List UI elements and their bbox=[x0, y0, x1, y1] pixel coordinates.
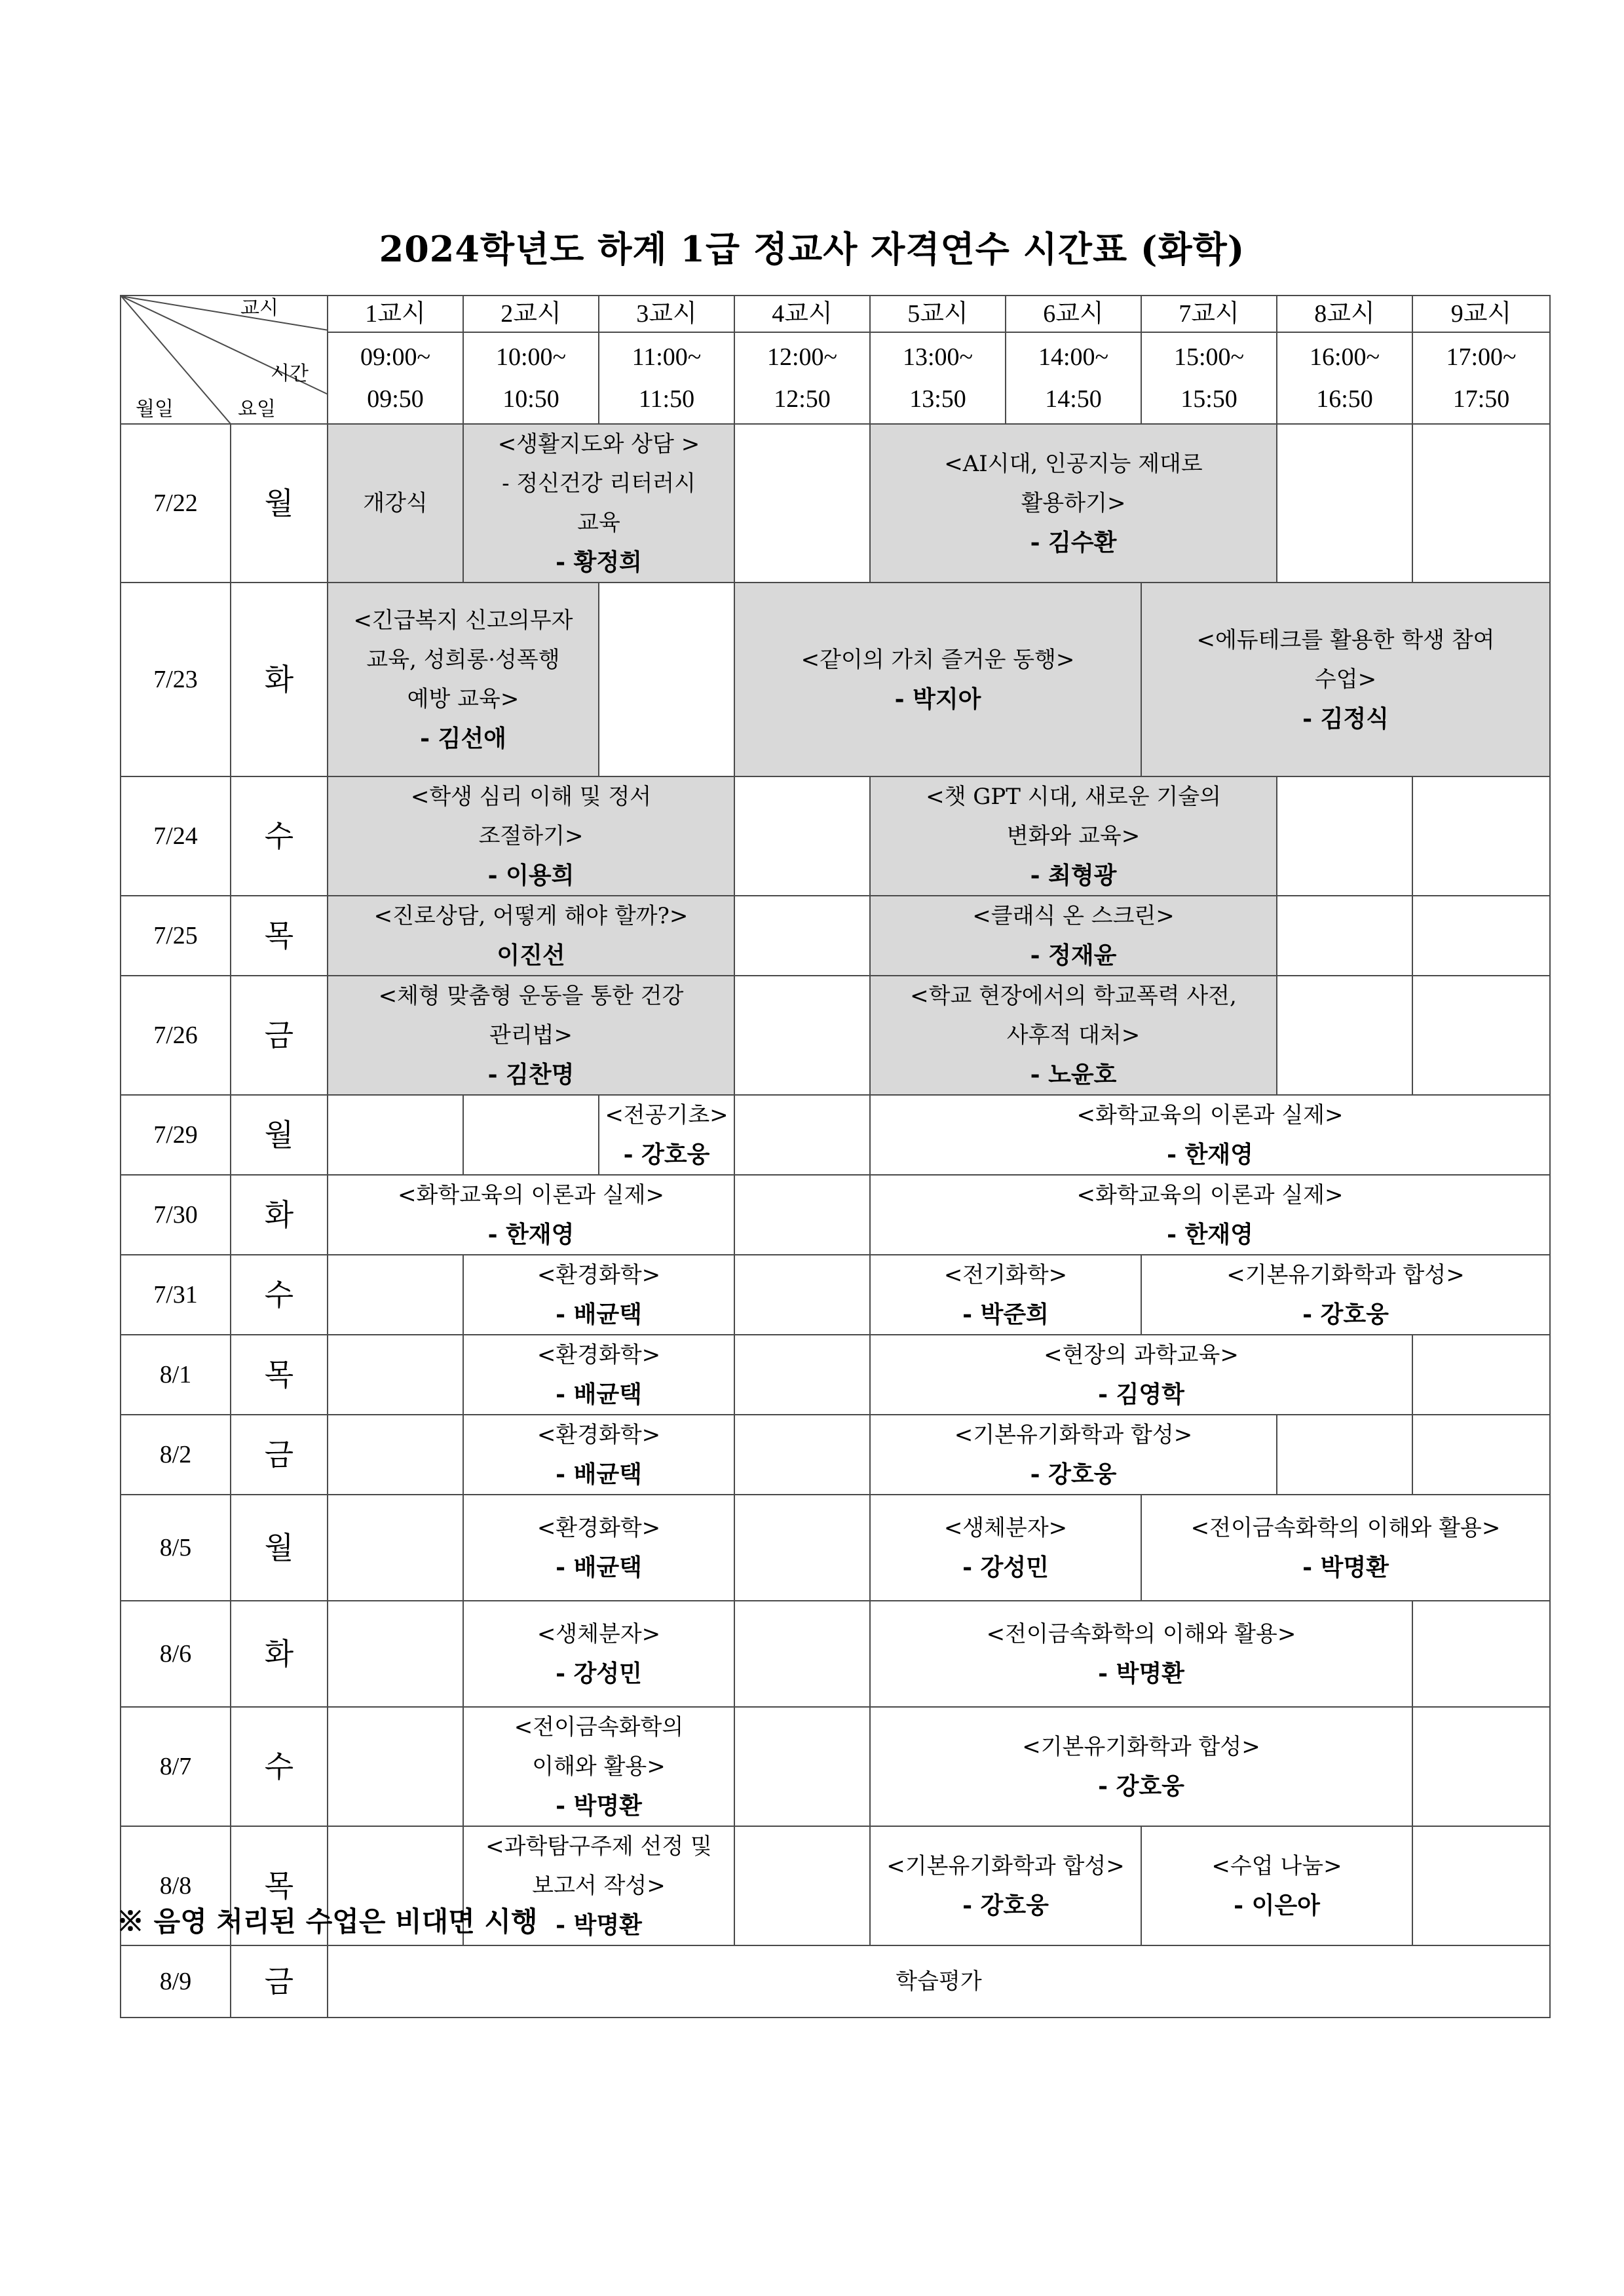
empty-slot bbox=[734, 1826, 870, 1945]
timetable-row bbox=[121, 1095, 1550, 1175]
session-instructor: - 김영학 bbox=[1098, 1381, 1184, 1408]
session-title-line: <긴급복지 신고의무자 bbox=[353, 607, 573, 634]
session-title-line: <학생 심리 이해 및 정서 bbox=[410, 784, 652, 810]
session-instructor: - 박명환 bbox=[1098, 1660, 1184, 1687]
empty-slot bbox=[1412, 976, 1550, 1095]
timetable-row bbox=[121, 1945, 1550, 2018]
weekday-cell: 화 bbox=[231, 1601, 328, 1707]
session-instructor: - 노윤호 bbox=[1030, 1061, 1117, 1088]
time-end: 16:50 bbox=[1316, 385, 1373, 413]
date-cell: 8/7 bbox=[121, 1707, 231, 1826]
weekday-cell: 목 bbox=[231, 1826, 328, 1945]
date-cell: 7/26 bbox=[121, 976, 231, 1095]
session-instructor: - 김정식 bbox=[1302, 705, 1389, 733]
header-corner bbox=[121, 296, 328, 424]
corner-label-period: 교시 bbox=[240, 297, 278, 320]
session-instructor: - 박지아 bbox=[894, 685, 981, 713]
empty-slot bbox=[1277, 976, 1412, 1095]
session-title-line: <화학교육의 이론과 실제> bbox=[1076, 1182, 1344, 1208]
empty-slot bbox=[734, 1495, 870, 1601]
class-session bbox=[870, 776, 1277, 896]
timetable-row bbox=[121, 1601, 1550, 1707]
class-session bbox=[870, 1255, 1141, 1335]
date-cell: 8/9 bbox=[121, 1945, 231, 2018]
empty-slot bbox=[734, 1175, 870, 1255]
session-instructor: - 김수환 bbox=[1030, 529, 1117, 556]
session-instructor: - 강호웅 bbox=[962, 1892, 1049, 1919]
weekday-cell: 월 bbox=[231, 1095, 328, 1175]
class-session bbox=[734, 583, 1141, 776]
empty-slot bbox=[1412, 424, 1550, 583]
session-title-line: 변화와 교육> bbox=[1006, 823, 1141, 849]
empty-slot bbox=[599, 583, 734, 776]
session-instructor: - 강성민 bbox=[962, 1554, 1049, 1581]
class-session bbox=[870, 1175, 1550, 1255]
period-header-7: 7교시 bbox=[1141, 296, 1277, 332]
class-session bbox=[870, 424, 1277, 583]
session-instructor: - 한재영 bbox=[487, 1221, 575, 1248]
session-instructor: - 박명환 bbox=[556, 1792, 642, 1820]
time-start: 10:00~ bbox=[495, 343, 567, 371]
period-header-6: 6교시 bbox=[1006, 296, 1141, 332]
period-time-8 bbox=[1277, 332, 1412, 424]
period-header-3: 3교시 bbox=[599, 296, 734, 332]
session-instructor: - 배균택 bbox=[556, 1381, 642, 1408]
empty-slot bbox=[328, 1335, 463, 1415]
session-title-line: <화학교육의 이론과 실제> bbox=[397, 1182, 665, 1208]
time-end: 12:50 bbox=[774, 385, 831, 413]
date-cell: 8/8 bbox=[121, 1826, 231, 1945]
corner-label-date: 월일 bbox=[136, 398, 174, 421]
timetable bbox=[120, 295, 1551, 2018]
session-title-line: 활용하기> bbox=[1021, 490, 1126, 516]
class-session bbox=[463, 424, 734, 583]
header-period-row bbox=[121, 296, 1550, 332]
session-title-line: <전공기초> bbox=[605, 1102, 728, 1128]
footnote: ※ 음영 처리된 수업은 비대면 시행 bbox=[117, 1905, 538, 1938]
class-session bbox=[328, 424, 463, 583]
weekday-cell: 월 bbox=[231, 424, 328, 583]
class-session bbox=[328, 1175, 734, 1255]
time-start: 15:00~ bbox=[1173, 343, 1245, 371]
period-header-9: 9교시 bbox=[1412, 296, 1550, 332]
weekday-cell: 금 bbox=[231, 976, 328, 1095]
session-title-line: <생체분자> bbox=[943, 1515, 1068, 1541]
session-title-line: <생활지도와 상담 > bbox=[497, 431, 700, 457]
time-start: 09:00~ bbox=[360, 343, 431, 371]
session-title-line: <클래식 온 스크린> bbox=[972, 903, 1175, 929]
empty-slot bbox=[734, 1707, 870, 1826]
time-end: 10:50 bbox=[502, 385, 559, 413]
session-title-line: <환경화학> bbox=[537, 1422, 661, 1448]
class-session bbox=[870, 1095, 1550, 1175]
empty-slot bbox=[1412, 776, 1550, 896]
session-title-line: <기본유기화학과 합성> bbox=[1226, 1262, 1465, 1288]
time-end: 14:50 bbox=[1045, 385, 1102, 413]
period-time-3 bbox=[599, 332, 734, 424]
time-end: 11:50 bbox=[638, 385, 695, 413]
period-time-7 bbox=[1141, 332, 1277, 424]
class-session bbox=[1141, 1255, 1550, 1335]
timetable-row bbox=[121, 424, 1550, 583]
class-session bbox=[870, 1707, 1412, 1826]
weekday-cell: 금 bbox=[231, 1415, 328, 1495]
weekday-cell: 수 bbox=[231, 1707, 328, 1826]
empty-slot bbox=[1412, 896, 1550, 976]
session-instructor: - 이은아 bbox=[1234, 1892, 1320, 1919]
session-title-line: <에듀테크를 활용한 학생 참여 bbox=[1196, 627, 1495, 653]
date-cell: 7/24 bbox=[121, 776, 231, 896]
class-session bbox=[328, 976, 734, 1095]
class-session bbox=[463, 1335, 734, 1415]
class-session bbox=[599, 1095, 734, 1175]
session-title-line: <수업 나눔> bbox=[1211, 1853, 1342, 1879]
session-instructor: 이진선 bbox=[497, 942, 565, 969]
class-session bbox=[1141, 583, 1550, 776]
empty-slot bbox=[1277, 424, 1412, 583]
timetable-row bbox=[121, 976, 1550, 1095]
session-title-line: 이해와 활용> bbox=[532, 1753, 666, 1780]
session-instructor: - 박명환 bbox=[1302, 1554, 1389, 1581]
session-instructor: - 최형광 bbox=[1030, 862, 1117, 889]
class-session bbox=[328, 896, 734, 976]
empty-slot bbox=[734, 1255, 870, 1335]
session-instructor: - 황정희 bbox=[556, 548, 642, 576]
time-start: 13:00~ bbox=[902, 343, 973, 371]
session-title-line: <같이의 가치 즐거운 동행> bbox=[801, 647, 1075, 673]
session-title-line: <현장의 과학교육> bbox=[1044, 1342, 1239, 1368]
corner-label-time: 시간 bbox=[271, 362, 309, 385]
timetable-row bbox=[121, 1495, 1550, 1601]
time-start: 16:00~ bbox=[1309, 343, 1380, 371]
empty-slot bbox=[1412, 1335, 1550, 1415]
class-session bbox=[1141, 1826, 1412, 1945]
session-title-line: 예방 교육> bbox=[407, 686, 519, 712]
class-session bbox=[870, 1335, 1412, 1415]
class-session bbox=[1141, 1495, 1550, 1601]
corner-label-weekday: 요일 bbox=[238, 398, 276, 421]
period-header-5: 5교시 bbox=[870, 296, 1006, 332]
date-cell: 7/22 bbox=[121, 424, 231, 583]
weekday-cell: 목 bbox=[231, 1335, 328, 1415]
empty-slot bbox=[328, 1415, 463, 1495]
empty-slot bbox=[1412, 1707, 1550, 1826]
weekday-cell: 금 bbox=[231, 1945, 328, 2018]
date-cell: 7/23 bbox=[121, 583, 231, 776]
class-session bbox=[870, 896, 1277, 976]
period-time-6 bbox=[1006, 332, 1141, 424]
weekday-cell: 화 bbox=[231, 1175, 328, 1255]
class-session bbox=[870, 1495, 1141, 1601]
session-title-line: <생체분자> bbox=[537, 1621, 661, 1647]
session-instructor: - 강호웅 bbox=[1098, 1772, 1184, 1800]
session-instructor: - 강성민 bbox=[556, 1660, 642, 1687]
session-instructor: - 배균택 bbox=[556, 1554, 642, 1581]
session-instructor: - 정재윤 bbox=[1030, 942, 1117, 969]
session-instructor: - 김선애 bbox=[420, 725, 506, 752]
time-start: 12:00~ bbox=[766, 343, 838, 371]
session-title-line: - 정신건강 리터러시 bbox=[502, 470, 696, 497]
session-instructor: - 강호웅 bbox=[1030, 1461, 1117, 1488]
timetable-row bbox=[121, 1415, 1550, 1495]
period-time-1 bbox=[328, 332, 463, 424]
session-instructor: - 박준희 bbox=[962, 1301, 1049, 1328]
empty-slot bbox=[734, 1335, 870, 1415]
period-header-2: 2교시 bbox=[463, 296, 599, 332]
class-session bbox=[870, 1415, 1277, 1495]
empty-slot bbox=[1412, 1601, 1550, 1707]
session-title-line: <AI시대, 인공지능 제대로 bbox=[944, 451, 1203, 477]
timetable-row bbox=[121, 583, 1550, 776]
empty-slot bbox=[328, 1707, 463, 1826]
empty-slot bbox=[328, 1255, 463, 1335]
empty-slot bbox=[328, 1601, 463, 1707]
empty-slot bbox=[734, 424, 870, 583]
timetable-body bbox=[121, 424, 1550, 2018]
time-end: 09:50 bbox=[367, 385, 424, 413]
period-time-5 bbox=[870, 332, 1006, 424]
session-title-line: 수업> bbox=[1314, 666, 1377, 693]
session-title-line: 사후적 대처> bbox=[1006, 1022, 1141, 1048]
timetable-row bbox=[121, 1707, 1550, 1826]
session-instructor: - 김찬명 bbox=[487, 1061, 575, 1088]
session-title-line: <챗 GPT 시대, 새로운 기술의 bbox=[926, 784, 1221, 810]
session-title-line: 학습평가 bbox=[896, 1968, 982, 1995]
class-session bbox=[870, 1601, 1412, 1707]
session-title-line: <과학탐구주제 선정 및 bbox=[485, 1833, 712, 1860]
session-title-line: <환경화학> bbox=[537, 1342, 661, 1368]
weekday-cell: 화 bbox=[231, 583, 328, 776]
period-header-1: 1교시 bbox=[328, 296, 463, 332]
period-time-9 bbox=[1412, 332, 1550, 424]
class-session bbox=[328, 583, 599, 776]
class-session bbox=[463, 1495, 734, 1601]
date-cell: 8/5 bbox=[121, 1495, 231, 1601]
empty-slot bbox=[734, 896, 870, 976]
time-start: 14:00~ bbox=[1038, 343, 1109, 371]
timetable-row bbox=[121, 776, 1550, 896]
class-session bbox=[463, 1601, 734, 1707]
class-session bbox=[870, 976, 1277, 1095]
empty-slot bbox=[1412, 1826, 1550, 1945]
session-title-line: 보고서 작성> bbox=[532, 1873, 666, 1899]
time-start: 17:00~ bbox=[1446, 343, 1517, 371]
weekday-cell: 월 bbox=[231, 1495, 328, 1601]
session-instructor: - 이용희 bbox=[487, 862, 575, 889]
session-instructor: - 강호웅 bbox=[1302, 1301, 1389, 1328]
empty-slot bbox=[734, 1601, 870, 1707]
empty-slot bbox=[734, 1095, 870, 1175]
date-cell: 8/1 bbox=[121, 1335, 231, 1415]
empty-slot bbox=[1277, 896, 1412, 976]
weekday-cell: 수 bbox=[231, 1255, 328, 1335]
timetable-row bbox=[121, 896, 1550, 976]
time-end: 17:50 bbox=[1452, 385, 1510, 413]
session-title-line: 조절하기> bbox=[478, 823, 584, 849]
empty-slot bbox=[734, 976, 870, 1095]
session-instructor: - 배균택 bbox=[556, 1301, 642, 1328]
class-session bbox=[870, 1826, 1141, 1945]
empty-slot bbox=[1277, 776, 1412, 896]
session-title-line: <기본유기화학과 합성> bbox=[1022, 1734, 1260, 1760]
session-title-line: 교육, 성희롱·성폭행 bbox=[366, 647, 560, 673]
empty-slot bbox=[1277, 1415, 1412, 1495]
session-title-line: <환경화학> bbox=[537, 1262, 661, 1288]
date-cell: 7/31 bbox=[121, 1255, 231, 1335]
date-cell: 8/2 bbox=[121, 1415, 231, 1495]
empty-slot bbox=[463, 1095, 599, 1175]
class-session bbox=[463, 1707, 734, 1826]
date-cell: 7/30 bbox=[121, 1175, 231, 1255]
class-session bbox=[328, 1945, 1550, 2018]
date-cell: 7/25 bbox=[121, 896, 231, 976]
date-cell: 7/29 bbox=[121, 1095, 231, 1175]
session-instructor: - 배균택 bbox=[556, 1461, 642, 1488]
empty-slot bbox=[734, 1415, 870, 1495]
session-instructor: - 박명환 bbox=[556, 1911, 642, 1939]
session-title-line: 교육 bbox=[577, 510, 620, 536]
session-title-line: <기본유기화학과 합성> bbox=[886, 1853, 1125, 1879]
session-title-line: <체형 맞춤형 운동을 통한 건강 bbox=[378, 983, 684, 1009]
class-session bbox=[463, 1415, 734, 1495]
timetable-row bbox=[121, 1175, 1550, 1255]
empty-slot bbox=[1412, 1415, 1550, 1495]
empty-slot bbox=[328, 1495, 463, 1601]
session-title-line: <학교 현장에서의 학교폭력 사전, bbox=[910, 983, 1237, 1009]
page-title: 2024학년도 하계 1급 정교사 자격연수 시간표 (화학) bbox=[379, 228, 1245, 270]
time-end: 15:50 bbox=[1180, 385, 1237, 413]
timetable-row bbox=[121, 1335, 1550, 1415]
empty-slot bbox=[328, 1095, 463, 1175]
session-title-line: <기본유기화학과 합성> bbox=[954, 1422, 1193, 1448]
session-title-line: <환경화학> bbox=[537, 1515, 661, 1541]
session-title-line: <전기화학> bbox=[943, 1262, 1068, 1288]
class-session bbox=[463, 1255, 734, 1335]
class-session bbox=[328, 776, 734, 896]
time-end: 13:50 bbox=[909, 385, 966, 413]
period-time-4 bbox=[734, 332, 870, 424]
session-instructor: - 한재영 bbox=[1167, 1221, 1253, 1248]
session-title-line: <진로상담, 어떻게 해야 할까?> bbox=[373, 903, 689, 929]
time-start: 11:00~ bbox=[632, 343, 702, 371]
timetable-row bbox=[121, 1255, 1550, 1335]
header-time-row bbox=[121, 332, 1550, 424]
empty-slot bbox=[734, 776, 870, 896]
period-header-8: 8교시 bbox=[1277, 296, 1412, 332]
session-title-line: <전이금속화학의 bbox=[514, 1714, 684, 1740]
session-title-line: 관리법> bbox=[489, 1022, 573, 1048]
session-instructor: - 강호웅 bbox=[623, 1141, 710, 1168]
weekday-cell: 목 bbox=[231, 896, 328, 976]
session-title-line: 개강식 bbox=[363, 490, 428, 516]
session-title-line: <전이금속화학의 이해와 활용> bbox=[1190, 1515, 1501, 1541]
session-instructor: - 한재영 bbox=[1167, 1141, 1253, 1168]
period-time-2 bbox=[463, 332, 599, 424]
session-title-line: <전이금속화학의 이해와 활용> bbox=[986, 1621, 1296, 1647]
date-cell: 8/6 bbox=[121, 1601, 231, 1707]
weekday-cell: 수 bbox=[231, 776, 328, 896]
session-title-line: <화학교육의 이론과 실제> bbox=[1076, 1102, 1344, 1128]
period-header-4: 4교시 bbox=[734, 296, 870, 332]
